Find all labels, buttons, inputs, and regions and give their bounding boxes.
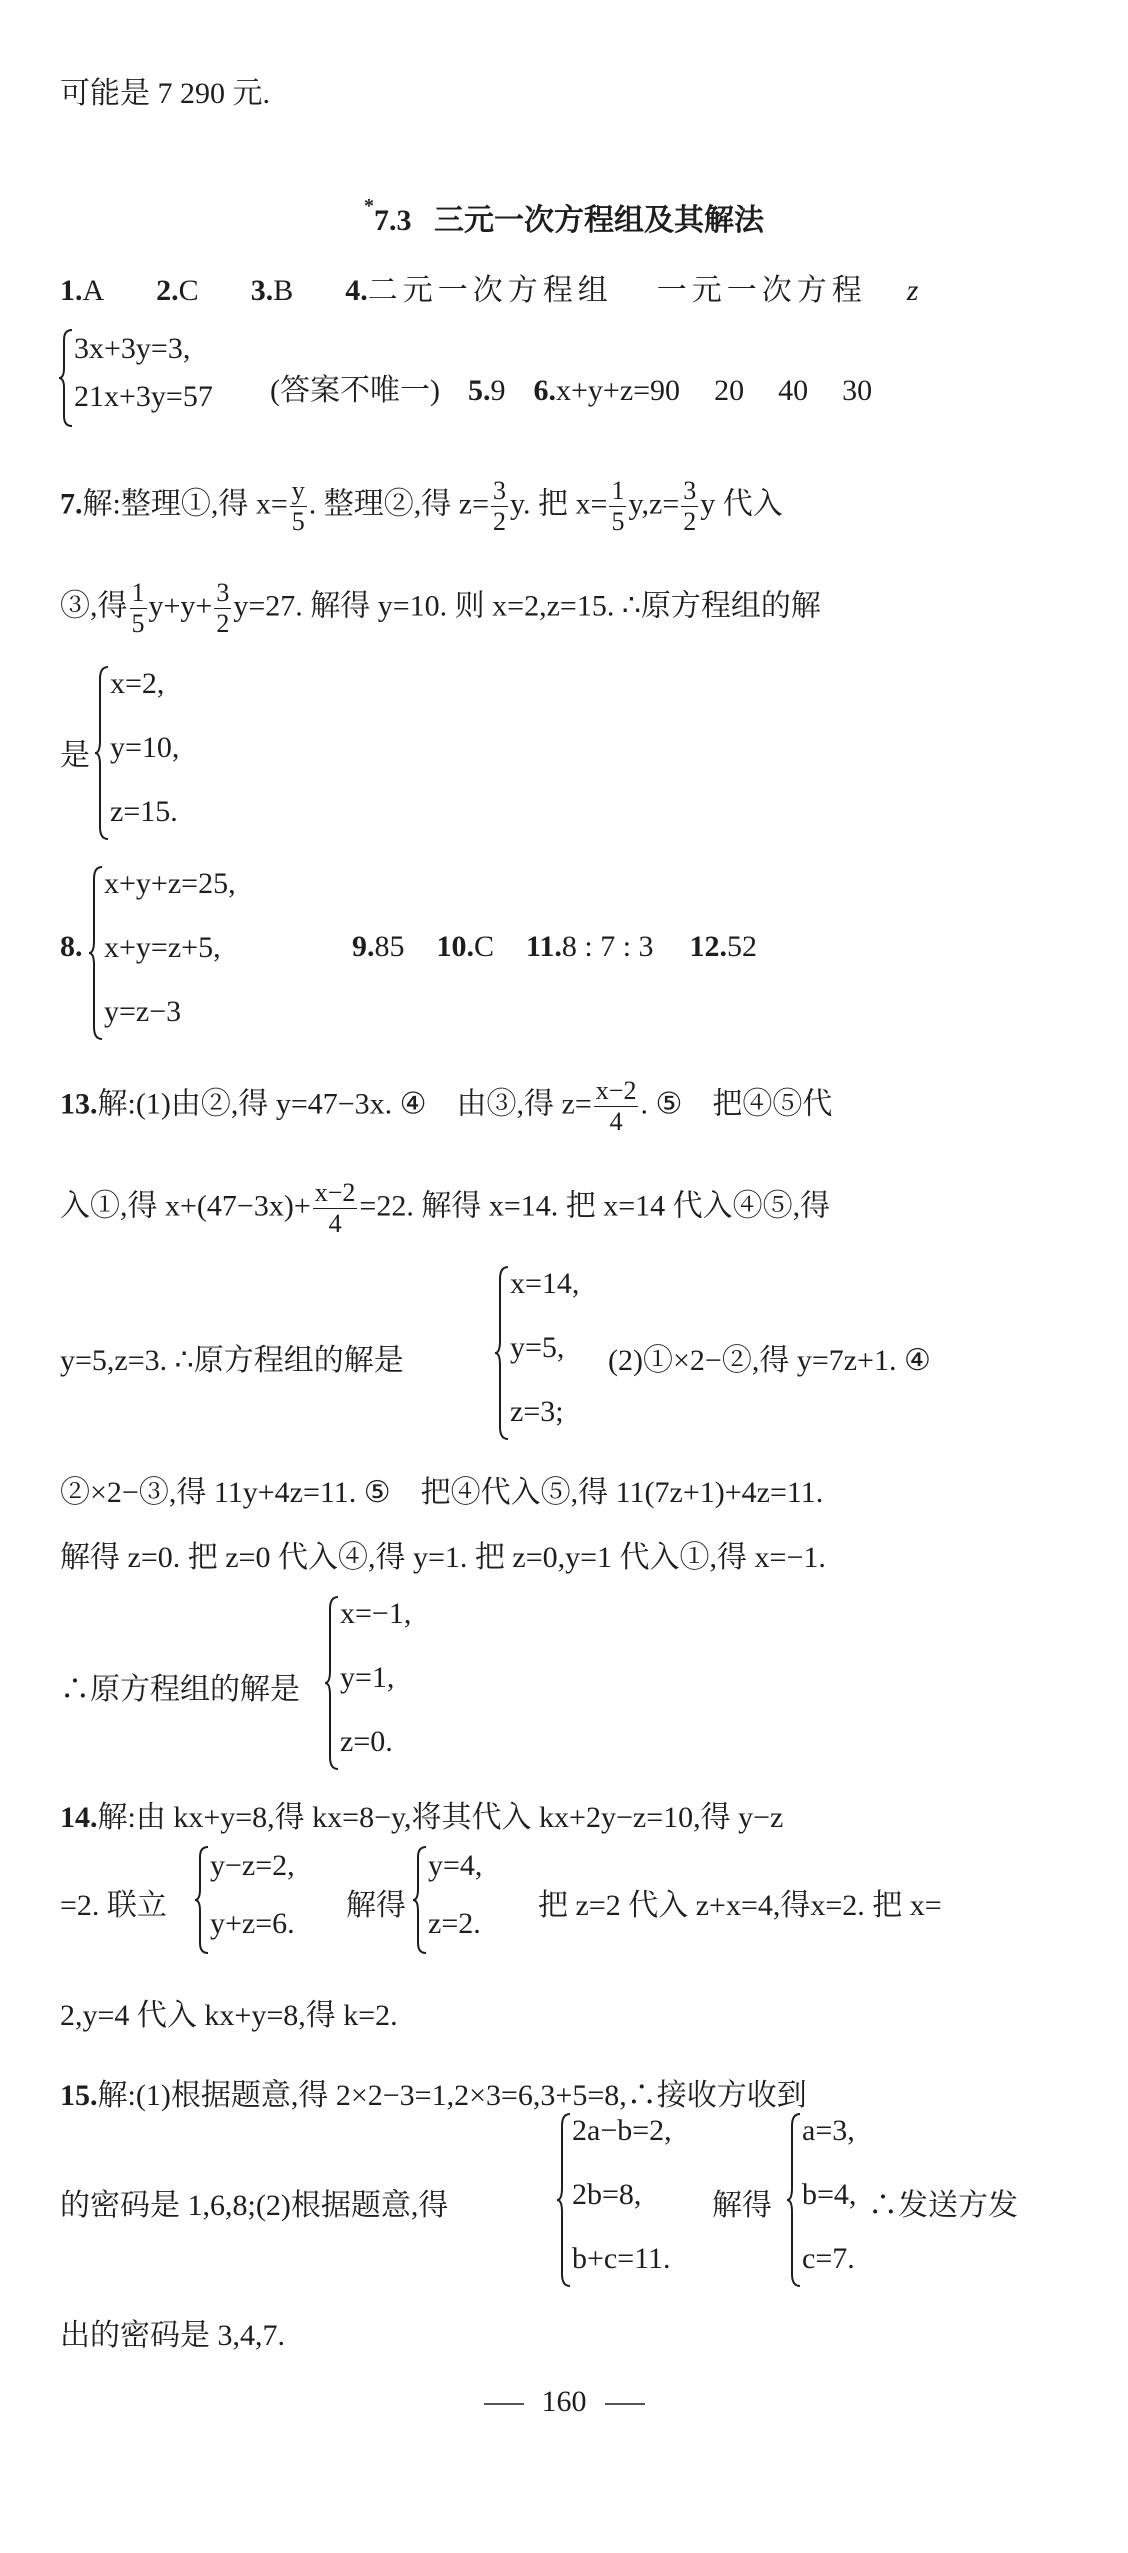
q6-equation: x+y+z=90	[555, 374, 681, 407]
numerator: 3	[493, 476, 506, 505]
text-segment: 入①,得 x+(47−3x)+	[60, 1189, 311, 1223]
numerator: 3	[683, 476, 697, 505]
divider	[484, 2403, 524, 2405]
denominator: 5	[131, 609, 145, 638]
q13-solution-system-2	[324, 1595, 444, 1771]
text-segment: 解:(1)根据题意,得 2×2−3=1,2×3=6,3+5=8,∴接收方收到	[97, 2079, 807, 2112]
q13-label: 13.	[60, 1087, 98, 1121]
text-segment: y+y+	[148, 589, 213, 623]
brace-icon	[88, 865, 104, 1041]
q1-answer: A	[82, 274, 105, 307]
optional-star: *	[364, 195, 374, 217]
system-row: c=7.	[802, 2242, 855, 2275]
system-row: b=4,	[802, 2178, 857, 2211]
q7-line-2	[60, 580, 821, 637]
q14-line-3: 2,y=4 代入 kx+y=8,得 k=2.	[60, 1999, 398, 2032]
answers-1-4	[60, 265, 918, 309]
q1-label: 1.	[60, 274, 83, 307]
q13-line-5: 解得 z=0. 把 z=0 代入④,得 y=1. 把 z=0,y=1 代入①,得 x=−1.	[60, 1541, 826, 1574]
answers-4-6	[270, 365, 872, 409]
q15-line-2a: 的密码是 1,6,8;(2)根据题意,得	[60, 2189, 449, 2222]
system-row: x+y+z=25,	[104, 867, 236, 900]
q7-line-3: 是	[60, 739, 90, 772]
numerator: x−2	[314, 1178, 356, 1207]
q12-answer: 52	[727, 930, 758, 963]
system-row: 2a−b=2,	[572, 2114, 672, 2147]
q15-line-1	[60, 2070, 807, 2114]
q14-label: 14.	[60, 1801, 98, 1834]
q15-system-1	[556, 2112, 736, 2288]
q11-label: 11.	[526, 930, 562, 963]
q13-line-6: ∴原方程组的解是	[60, 1673, 300, 1706]
section-number: 7.3	[374, 204, 412, 237]
text-segment: 解:整理①,得 x=	[82, 487, 288, 521]
q15-line-2b: 解得	[712, 2189, 772, 2222]
fraction	[491, 478, 508, 535]
text-segment: ③,得	[60, 589, 128, 623]
system-row: y+z=6.	[210, 1907, 295, 1940]
denominator: 2	[683, 507, 697, 536]
text-segment: =22. 解得 x=14. 把 x=14 代入④⑤,得	[359, 1189, 831, 1223]
q14-line-1	[60, 1792, 783, 1836]
brace-icon	[786, 2112, 802, 2288]
divider	[605, 2403, 645, 2405]
numerator: 1	[611, 476, 625, 505]
q6-value: 20	[714, 374, 745, 407]
carryover-text: 可能是 7 290 元.	[60, 77, 270, 110]
q14-line-2c: 把 z=2 代入 z+x=4,得x=2. 把 x=	[538, 1889, 942, 1922]
fraction	[594, 1078, 639, 1135]
text-segment: y. 把 x=	[510, 487, 608, 521]
q14-line-2a: =2. 联立	[60, 1889, 167, 1922]
q14-line-2b: 解得	[346, 1889, 406, 1922]
q10-answer: C	[474, 930, 495, 963]
fraction	[290, 478, 307, 535]
q9-label: 9.	[352, 930, 375, 963]
q13-line-3b: (2)①×2−②,得 y=7z+1. ④	[608, 1344, 931, 1377]
system-row: y=z−3	[104, 995, 182, 1028]
text-segment: . ⑤ 把④⑤代	[640, 1087, 833, 1121]
q15-label: 15.	[60, 2079, 98, 2112]
q13-line-2	[60, 1180, 830, 1237]
brace-icon	[58, 328, 74, 428]
system-row: y=5,	[510, 1331, 565, 1364]
q5-label: 5.	[467, 374, 491, 407]
q13-line-4: ②×2−③,得 11y+4z=11. ⑤ 把④代入⑤,得 11(7z+1)+4z=11.	[60, 1476, 824, 1509]
q5-answer: 9	[490, 374, 506, 407]
text-segment: 解:(1)由②,得 y=47−3x. ④ 由③,得 z=	[97, 1087, 592, 1121]
q4-system	[58, 328, 288, 428]
q6-label: 6.	[533, 374, 556, 407]
system-row: b+c=11.	[572, 2242, 671, 2275]
section-name: 三元一次方程组及其解法	[434, 204, 764, 237]
fraction	[681, 478, 698, 535]
system-row: x=−1,	[340, 1597, 412, 1630]
system-row: 2b=8,	[572, 2178, 642, 2211]
q14-system-1	[194, 1845, 344, 1955]
page-footer	[0, 2385, 1128, 2419]
brace-icon	[94, 665, 110, 841]
section-title	[0, 195, 1128, 239]
q6-value: 40	[778, 374, 809, 407]
q13-solution-system-1	[494, 1265, 584, 1441]
brace-icon	[494, 1265, 510, 1441]
system-row: z=2.	[428, 1907, 481, 1940]
q6-value: 30	[842, 374, 873, 407]
fraction	[313, 1180, 358, 1237]
text-segment: . 整理②,得 z=	[308, 487, 489, 521]
system-row: z=15.	[110, 795, 178, 828]
q13-line-3a: y=5,z=3. ∴原方程组的解是	[60, 1344, 404, 1377]
numerator: x−2	[595, 1076, 637, 1105]
system-row: y=1,	[340, 1661, 395, 1694]
q4-answer-1: 二元一次方程组	[367, 274, 613, 307]
q15-line-2c: ∴发送方发	[868, 2189, 1018, 2222]
numerator: 1	[131, 578, 145, 607]
q4-answer-3: z	[906, 274, 919, 307]
brace-icon	[194, 1845, 210, 1955]
system-row: y−z=2,	[210, 1849, 295, 1882]
fraction	[214, 580, 231, 637]
q13-line-1	[60, 1078, 832, 1135]
q7-label: 7.	[60, 487, 83, 521]
system-row: x+y=z+5,	[104, 931, 221, 964]
q2-answer: C	[178, 274, 199, 307]
q7-solution-system	[94, 665, 294, 841]
denominator: 2	[216, 609, 230, 638]
system-row: x=2,	[110, 667, 165, 700]
page-number: 160	[541, 2385, 587, 2418]
denominator: 2	[493, 507, 506, 536]
q15-system-2	[786, 2112, 876, 2288]
system-row: a=3,	[802, 2114, 855, 2147]
q8-system	[88, 865, 328, 1041]
text-segment: y=27. 解得 y=10. 则 x=2,z=15. ∴原方程组的解	[233, 589, 821, 623]
system-row: 21x+3y=57	[74, 380, 213, 413]
q4-label: 4.	[345, 274, 368, 307]
system-row: z=0.	[340, 1725, 393, 1758]
q2-label: 2.	[156, 274, 179, 307]
system-row: y=4,	[428, 1849, 483, 1882]
fraction	[130, 580, 147, 637]
system-row: y=10,	[110, 731, 180, 764]
q3-label: 3.	[250, 274, 274, 307]
text-segment: 解:由 kx+y=8,得 kx=8−y,将其代入 kx+2y−z=10,得 y−z	[97, 1801, 784, 1834]
system-row: 3x+3y=3,	[74, 332, 191, 365]
q8-label	[60, 930, 83, 964]
denominator: 4	[609, 1107, 623, 1136]
brace-icon	[556, 2112, 572, 2288]
q7-line-1	[60, 478, 783, 535]
q15-line-3: 出的密码是 3,4,7.	[60, 2319, 285, 2352]
q10-label: 10.	[436, 930, 474, 963]
numerator: 3	[216, 578, 230, 607]
brace-icon	[324, 1595, 340, 1771]
brace-icon	[412, 1845, 428, 1955]
denominator: 5	[611, 507, 625, 536]
system-row: x=14,	[510, 1267, 580, 1300]
label-text: 8.	[60, 930, 83, 963]
q9-answer: 85	[374, 930, 405, 963]
q4-answer-2: 一元一次方程	[656, 274, 867, 307]
numerator: y	[291, 476, 305, 505]
fraction	[609, 478, 626, 535]
q3-answer: B	[273, 274, 294, 307]
text-segment: y,z=	[628, 487, 680, 521]
denominator: 4	[328, 1209, 342, 1238]
q4-note: (答案不唯一)	[270, 374, 440, 407]
text-segment: y 代入	[700, 487, 783, 521]
answers-9-12	[352, 930, 757, 964]
q14-system-2	[412, 1845, 522, 1955]
denominator: 5	[291, 507, 305, 536]
system-row: z=3;	[510, 1395, 564, 1428]
q11-answer: 8 : 7 : 3	[561, 930, 654, 963]
q12-label: 12.	[689, 930, 728, 963]
